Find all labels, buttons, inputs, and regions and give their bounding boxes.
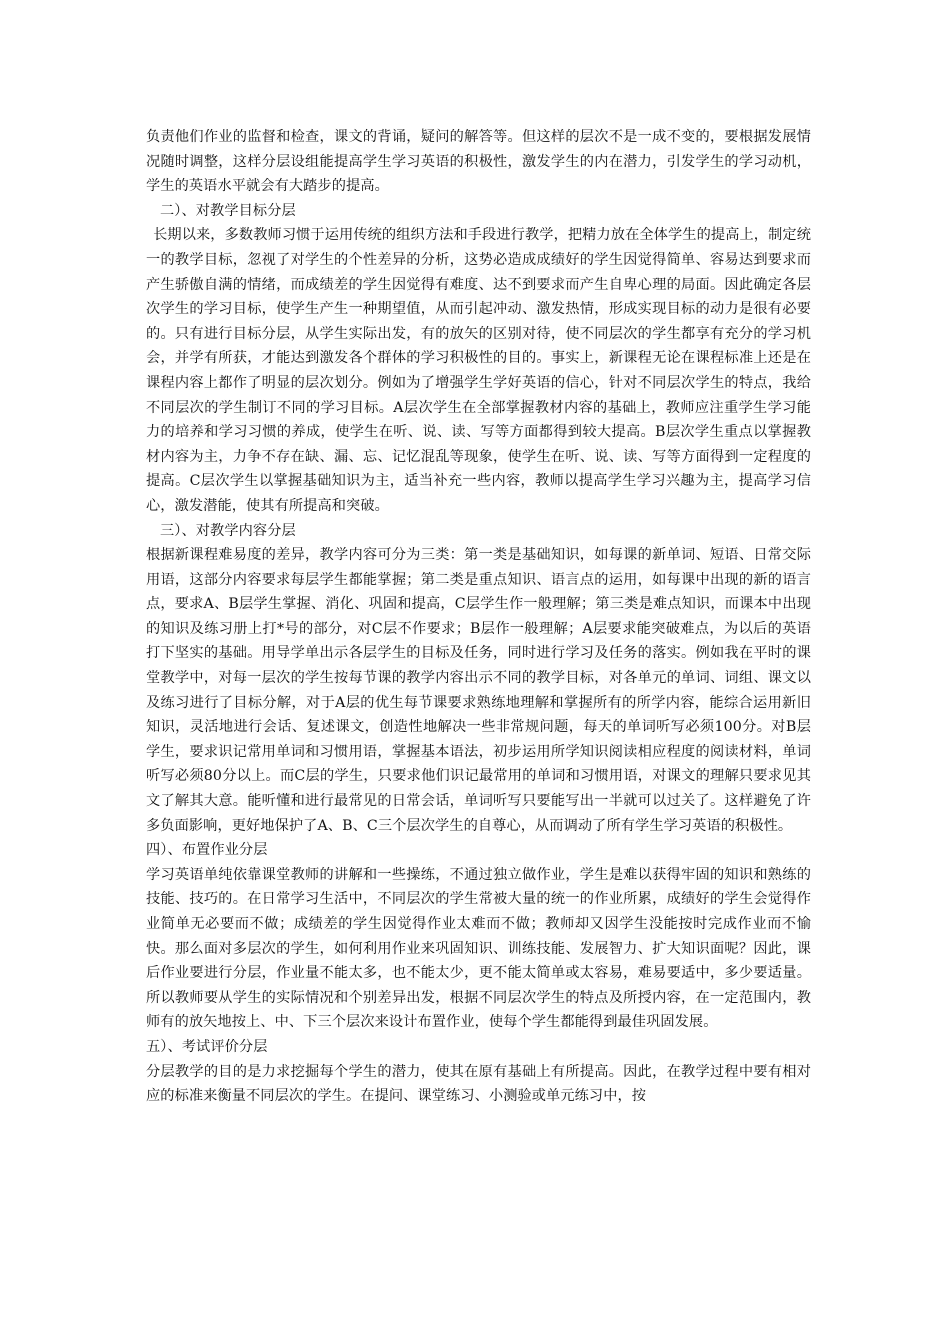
section-heading-assessment: 五）、考试评价分层 (146, 1038, 268, 1055)
paragraph-homework: 学习英语单纯依靠课堂教师的讲解和一些操练，不通过独立做作业，学生是难以获得牢固的知识和熟练的技能、技巧的。在日常学习生活中，不同层次的学生常被大量的统一的作业所累，成绩好的学生会觉得作业简单无必要而不做；成绩差的学生因觉得作业太难而不做；教师却又因学生没能按时完成作业而不愉快。那么面对多层次的学生，如何利用作业来巩固知识、训练技能、发展智力、扩大知识面呢？因此，课后作业要进行分层，作业量不能太多，也不能太少，更不能太简单或太容易，难易要适中，多少要适量。所以教师要从学生的实际情况和个别差异出发，根据不同层次学生的特点及所授内容，在一定范围内，教师有的放矢地按上、中、下三个层次来设计布置作业，使每个学生都能得到最佳巩固发展。 (146, 866, 811, 1031)
paragraph-homework-supervision: 负责他们作业的监督和检查，课文的背诵，疑问的解答等。但这样的层次不是一成不变的，要根据发展情况随时调整，这样分层设组能提高学生学习英语的积极性，激发学生的内在潜力，引发学生的学习动机，学生的英语水平就会有大踏步的提高。 (146, 129, 811, 195)
section-heading-homework: 四）、布置作业分层 (146, 842, 268, 859)
paragraph-assessment: 分层教学的目的是力求挖掘每个学生的潜力，使其在原有基础上有所提高。因此，在教学过程中要有相对应的标准来衡量不同层次的学生。在提问、课堂练习、小测验或单元练习中，按 (146, 1063, 811, 1105)
section-heading-teaching-goals: 二）、对教学目标分层 (160, 202, 296, 219)
paragraph-teaching-goals: 长期以来，多数教师习惯于运用传统的组织方法和手段进行教学，把精力放在全体学生的提高上，制定统一的教学目标，忽视了对学生的个性差异的分析，这势必造成成绩好的学生因觉得简单、容易达到要求而产生骄傲自满的情绪，而成绩差的学生因觉得有难度、达不到要求而产生自卑心理的局面。因此确定各层次学生的学习目标，使学生产生一种期望值，从而引起冲动、激发热情，形成实现目标的动力是很有必要的。只有进行目标分层，从学生实际出发，有的放矢的区别对待，使不同层次的学生都享有充分的学习机会，并学有所获，才能达到激发各个群体的学习积极性的目的。事实上，新课程无论在课程标准上还是在课程内容上都作了明显的层次划分。例如为了增强学生学好英语的信心，针对不同层次学生的特点，我给不同层次的学生制订不同的学习目标。A层次学生在全部掌握教材内容的基础上，教师应注重学生学习能力的培养和学习习惯的养成，使学生在听、说、读、写等方面都得到较大提高。B层次学生重点以掌握教材内容为主，力争不存在缺、漏、忘、记忆混乱等现象，使学生在听、说、读、写等方面得到一定程度的提高。C层次学生以掌握基础知识为主，适当补充一些内容，教师以提高学生学习兴趣为主，提高学习信心，激发潜能，使其有所提高和突破。 (146, 227, 811, 514)
paragraph-teaching-content: 根据新课程难易度的差异，教学内容可分为三类：第一类是基础知识，如每课的新单词、短语、日常交际用语，这部分内容要求每层学生都能掌握；第二类是重点知识、语言点的运用，如每课中出现的新的语言点，要求A、B层学生掌握、消化、巩固和提高，C层学生作一般理解；第三类是难点知识，而课本中出现的知识及练习册上打*号的部分，对C层不作要求；B层作一般理解；A层要求能突破难点，为以后的英语打下坚实的基础。用导学单出示各层学生的目标及任务，同时进行学习及任务的落实。例如我在平时的课堂教学中，对每一层次的学生按每节课的教学内容出示不同的教学目标，对各单元的单词、词组、课文以及练习进行了目标分解，对于A层的优生每节课要求熟练地理解和掌握所有的所学内容，能综合运用新旧知识，灵活地进行会话、复述课文，创造性地解决一些非常规问题，每天的单词听写必须100分。对B层学生，要求识记常用单词和习惯用语，掌握基本语法，初步运用所学知识阅读相应程度的阅读材料，单词听写必须80分以上。而C层的学生，只要求他们识记最常用的单词和习惯用语，对课文的理解只要求见其文了解其大意。能听懂和进行最常见的日常会话，单词听写只要能写出一半就可以过关了。这样避免了许多负面影响，更好地保护了A、B、C三个层次学生的自尊心，从而调动了所有学生学习英语的积极性。 (146, 547, 811, 834)
document-page (146, 125, 811, 1109)
section-heading-teaching-content: 三）、对教学内容分层 (160, 522, 296, 539)
